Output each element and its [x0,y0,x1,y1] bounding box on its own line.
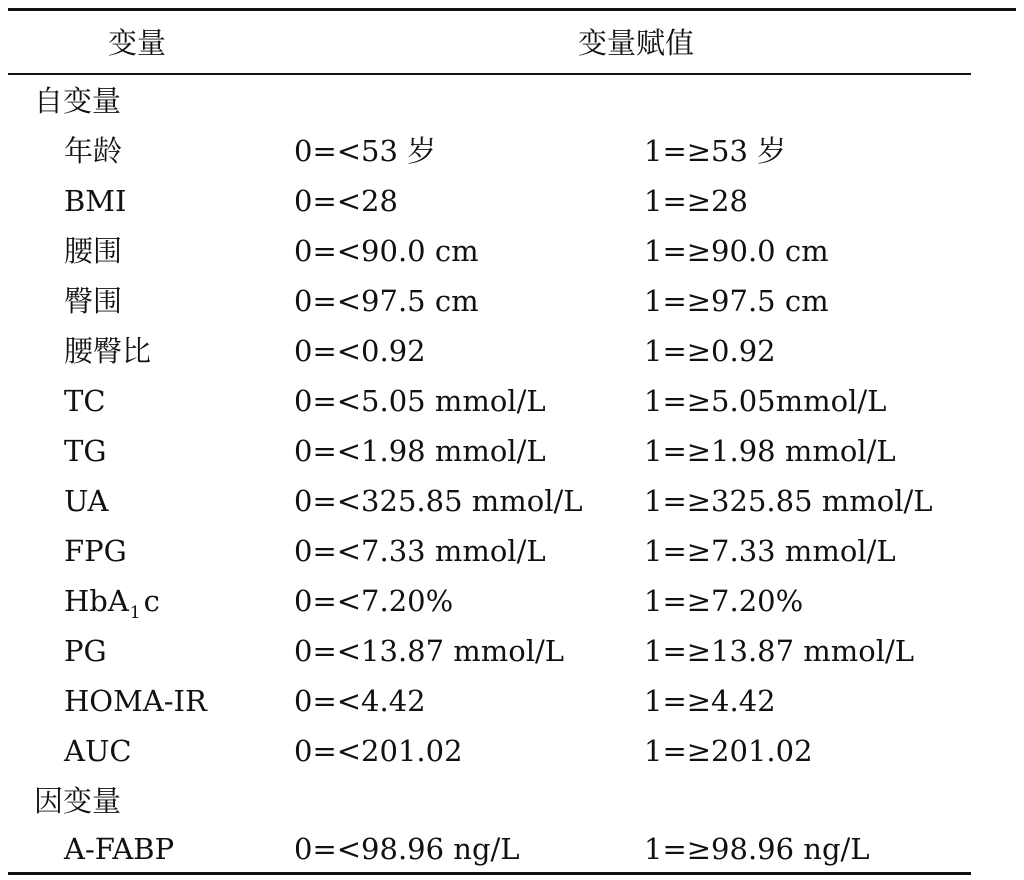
row-high-value: 1=≥90.0 cm [644,234,829,268]
row-name: 腰围 [64,234,123,268]
row-low-value: 0=<5.05 mmol/L [294,384,546,418]
row-high-value: 1=≥98.96 ng/L [644,832,870,866]
row-low-value: 0=<13.87 mmol/L [294,634,565,668]
row-name: TG [64,434,107,468]
row-high-value: 1=≥13.87 mmol/L [644,634,915,668]
header-assignment: 变量赋值 [578,26,695,60]
section-label-independent: 自变量 [34,84,122,118]
row-high-value: 1=≥5.05mmol/L [644,384,887,418]
row-high-value: 1=≥325.85 mmol/L [644,484,933,518]
row-low-value: 0=<28 [294,184,398,218]
table-top-rule [8,8,1016,11]
section-label-dependent: 因变量 [34,784,122,818]
row-name: 臀围 [64,284,123,318]
row-low-value: 0=<201.02 [294,734,463,768]
row-name-main: HbA [64,584,129,618]
row-low-value: 0=<7.20% [294,584,454,618]
table-bottom-rule [8,872,971,875]
row-low-value: 0=<7.33 mmol/L [294,534,546,568]
row-low-value: 0=<97.5 cm [294,284,479,318]
row-name: BMI [64,184,127,218]
row-low-value: 0=<90.0 cm [294,234,479,268]
row-high-value: 1=≥7.33 mmol/L [644,534,896,568]
row-name: A-FABP [64,832,175,866]
row-name: PG [64,634,107,668]
row-high-value: 1=≥201.02 [644,734,813,768]
row-name: FPG [64,534,127,568]
row-high-value: 1=≥53 岁 [644,134,787,168]
row-name: 年龄 [64,134,123,168]
row-high-value: 1=≥28 [644,184,748,218]
row-name: UA [64,484,109,518]
row-name-subscript: 1 [129,603,141,623]
row-high-value: 1=≥4.42 [644,684,776,718]
header-variable: 变量 [108,26,167,60]
row-low-value: 0=<98.96 ng/L [294,832,520,866]
variable-assignment-table [8,8,1016,874]
row-high-value: 1=≥97.5 cm [644,284,829,318]
row-name: TC [64,384,106,418]
row-low-value: 0=<325.85 mmol/L [294,484,583,518]
row-low-value: 0=<4.42 [294,684,426,718]
row-low-value: 0=<0.92 [294,334,426,368]
row-low-value: 0=<1.98 mmol/L [294,434,546,468]
row-name: AUC [64,734,132,768]
row-high-value: 1=≥1.98 mmol/L [644,434,896,468]
row-name [64,576,160,626]
row-high-value: 1=≥7.20% [644,584,804,618]
table-header-rule [8,73,971,75]
row-name: 腰臀比 [64,334,152,368]
row-high-value: 1=≥0.92 [644,334,776,368]
row-name-tail: c [143,584,160,618]
row-name: HOMA-IR [64,684,207,718]
row-low-value: 0=<53 岁 [294,134,437,168]
